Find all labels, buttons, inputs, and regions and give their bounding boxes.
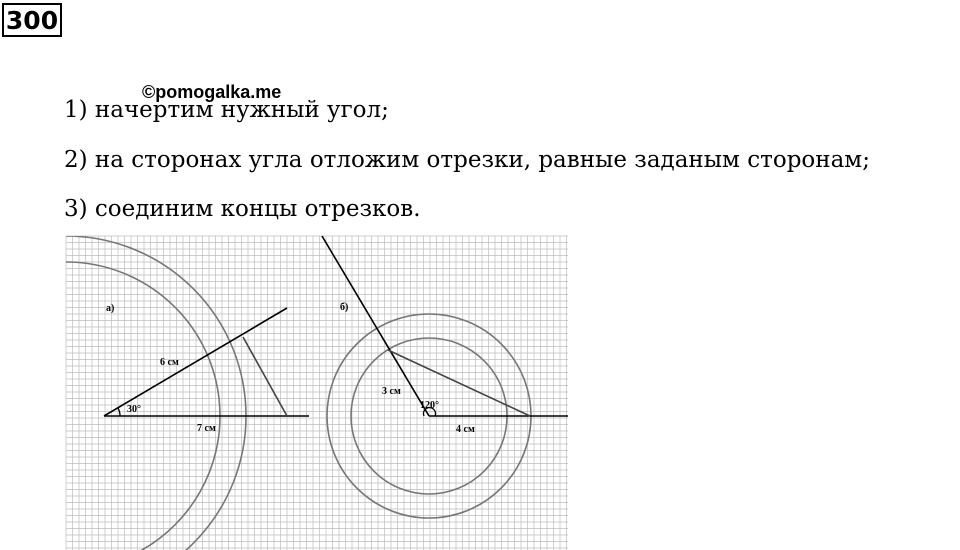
figure-a: [104, 303, 309, 434]
ray-120deg-line: [322, 236, 429, 416]
figure-a-side-7-label: 7 см: [197, 423, 216, 434]
step-1-text: 1) начертим нужный угол;: [64, 97, 389, 123]
figure-a-side-6-label: 6 см: [160, 357, 179, 368]
figure-b-angle-label: 120°: [420, 400, 439, 411]
step-2-text: 2) на сторонах угла отложим отрезки, равные заданым сторонам;: [64, 147, 870, 173]
figure-b-side-4-label: 4 см: [456, 424, 475, 435]
grid-paper: [66, 236, 568, 550]
figure-a-label: а): [106, 303, 115, 314]
watermark: ©pomogalka.me: [142, 82, 282, 102]
figure-b-side-3-label: 3 см: [382, 386, 401, 397]
ray-30deg-line: [104, 308, 287, 416]
figure-a-angle-label: 30°: [127, 404, 141, 415]
problem-number: 300: [2, 3, 62, 37]
figure-b-label: б): [340, 302, 349, 313]
step-3-text: 3) соединим концы отрезков.: [64, 196, 421, 222]
